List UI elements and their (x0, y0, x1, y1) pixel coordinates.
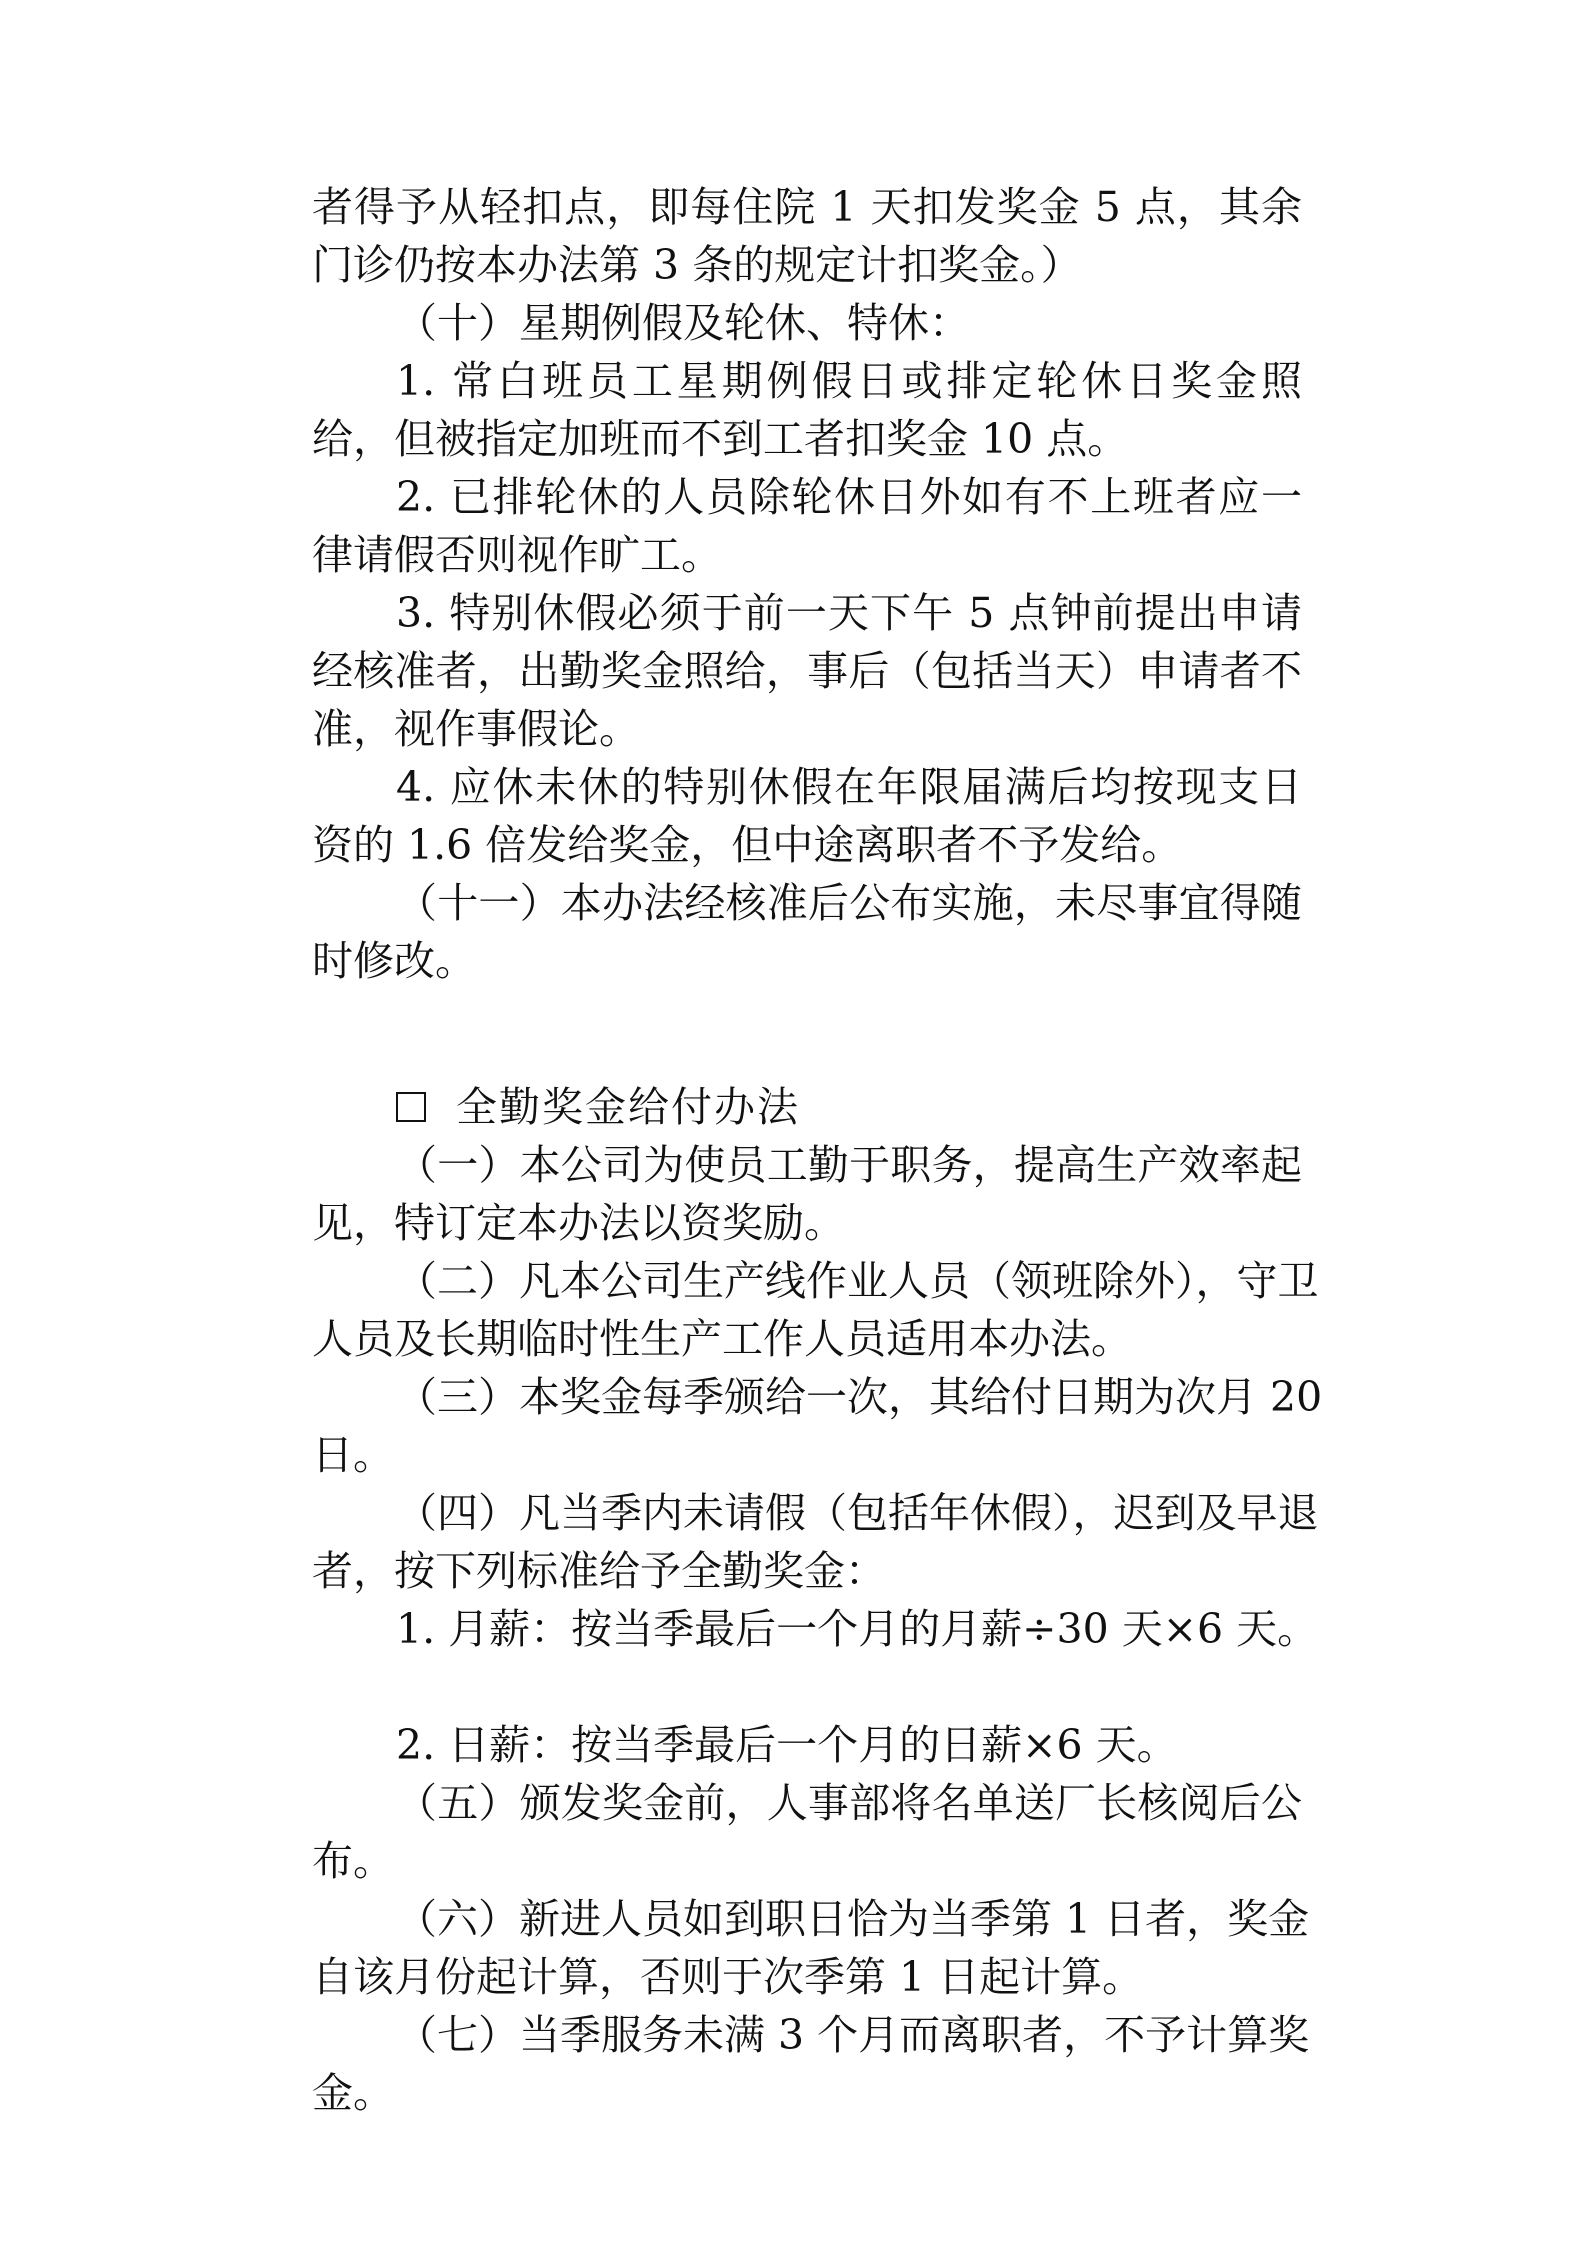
paragraph-line: （三）本奖金每季颁给一次，其给付日期为次月 20 (396, 1373, 1323, 1421)
paragraph-line: 律请假否则视作旷工。 (312, 531, 722, 579)
paragraph-line: （四）凡当季内未请假（包括年休假），迟到及早退 (396, 1489, 1319, 1537)
paragraph-line: 自该月份起计算，否则于次季第 1 日起计算。 (312, 1953, 1144, 2001)
paragraph-line: 人员及长期临时性生产工作人员适用本办法。 (312, 1315, 1132, 1363)
paragraph-line: （五）颁发奖金前，人事部将名单送厂长核阅后公 (396, 1779, 1302, 1827)
paragraph-line: 给，但被指定加班而不到工者扣奖金 10 点。 (312, 415, 1129, 463)
paragraph-line: 1. 月薪：按当季最后一个月的月薪÷30 天×6 天。 (396, 1605, 1319, 1653)
paragraph-line: 准，视作事假论。 (312, 705, 640, 753)
checkbox-icon (396, 1092, 426, 1122)
paragraph-line: 见，特订定本办法以资奖励。 (312, 1199, 845, 1247)
paragraph-line: 2. 日薪：按当季最后一个月的日薪×6 天。 (396, 1721, 1178, 1769)
paragraph-line: 时修改。 (312, 937, 476, 985)
paragraph-line: 者，按下列标准给予全勤奖金： (312, 1547, 886, 1595)
section-heading-text: 全勤奖金给付办法 (456, 1083, 800, 1131)
spacer (312, 990, 1302, 1048)
paragraph-line: （二）凡本公司生产线作业人员（领班除外），守卫 (396, 1257, 1319, 1305)
paragraph-line: 门诊仍按本办法第 3 条的规定计扣奖金。） (312, 241, 1082, 289)
paragraph-line: 2. 已排轮休的人员除轮休日外如有不上班者应一 (396, 473, 1302, 521)
paragraph-line: （十一）本办法经核准后公布实施，未尽事宜得随 (396, 879, 1302, 927)
paragraph-line: 日。 (312, 1431, 394, 1479)
section-heading (312, 1078, 1302, 1136)
clause-heading: （十）星期例假及轮休、特休： (396, 299, 970, 347)
paragraph-line: 3. 特别休假必须于前一天下午 5 点钟前提出申请 (396, 589, 1302, 637)
paragraph-line: （七）当季服务未满 3 个月而离职者，不予计算奖 (396, 2011, 1310, 2059)
document-page (312, 178, 1323, 2122)
paragraph-line: 经核准者，出勤奖金照给，事后（包括当天）申请者不 (312, 647, 1302, 695)
paragraph-line: 资的 1.6 倍发给奖金，但中途离职者不予发给。 (312, 821, 1183, 869)
paragraph-line: 者得予从轻扣点，即每住院 1 天扣发奖金 5 点，其余 (312, 183, 1302, 231)
paragraph-line: （一）本公司为使员工勤于职务，提高生产效率起 (396, 1141, 1302, 1189)
spacer (312, 1658, 1302, 1716)
paragraph-line: 金。 (312, 2069, 394, 2117)
paragraph-line: 4. 应休未休的特别休假在年限届满后均按现支日 (396, 763, 1302, 811)
spacer (312, 1048, 1302, 1078)
paragraph-line: 布。 (312, 1837, 394, 1885)
paragraph-line: 1. 常白班员工星期例假日或排定轮休日奖金照 (396, 357, 1302, 405)
paragraph-line: （六）新进人员如到职日恰为当季第 1 日者，奖金 (396, 1895, 1310, 1943)
